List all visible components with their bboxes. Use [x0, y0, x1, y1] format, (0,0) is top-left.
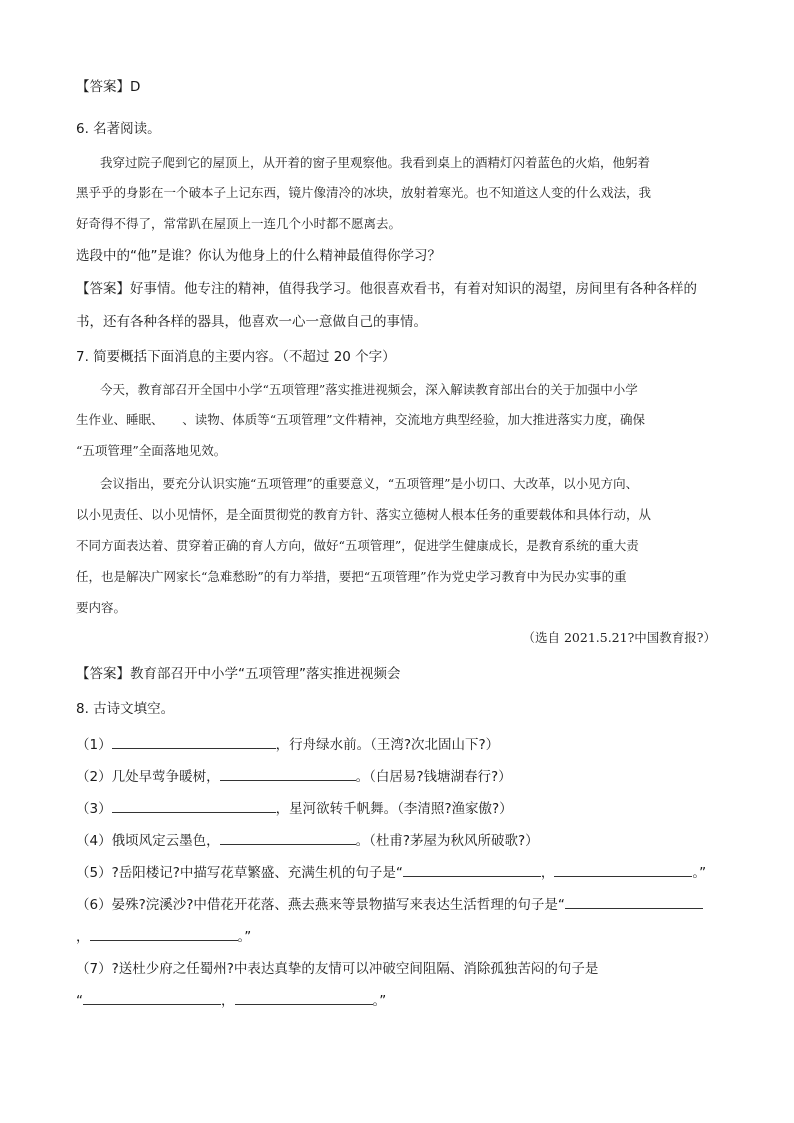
item-text: 。”	[372, 993, 387, 1009]
fill-item	[76, 893, 703, 913]
passage-line: 以小见责任、以小见情怀，是全面贯彻党的教育方针、落实立德树人根本任务的重要载体和具体行动，从	[76, 507, 652, 522]
fill-item	[76, 957, 598, 977]
answer-tag: 【答案】	[76, 666, 130, 682]
fill-item	[76, 861, 706, 881]
passage-line: 我穿过院子爬到它的屋顶上，从开着的窗子里观察他。我看到桌上的酒精灯闪着蓝色的火焰，他躬着	[100, 155, 651, 170]
answer-text: 书，还有各种各样的器具，他喜欢一心一意做自己的事情。	[76, 314, 427, 330]
answer-blank[interactable]	[554, 862, 692, 877]
answer-tag: 【答案】	[76, 79, 130, 95]
answer-blank[interactable]	[83, 990, 221, 1005]
item-text: 。”	[237, 929, 252, 945]
item-text: ，星河欲转千帆舞。（李清照?渔家傲?）	[275, 801, 513, 817]
item-text: “	[76, 993, 83, 1009]
answer-blank[interactable]	[112, 734, 276, 749]
answer-blank[interactable]	[565, 894, 703, 909]
item-number: （3）	[76, 801, 112, 817]
item-text: 。”	[692, 865, 707, 881]
question-title: 6. 名著阅读。	[76, 121, 161, 137]
item-text: 。（杜甫?茅屋为秋风所破歌?）	[355, 833, 539, 849]
item-text: ，	[221, 993, 235, 1009]
fill-item	[76, 925, 251, 945]
item-number: （4）	[76, 833, 112, 849]
answer-tag: 【答案】	[76, 281, 130, 297]
item-text: ，	[76, 929, 90, 945]
item-text: （6）晏殊?浣溪沙?中借花开花落、燕去燕来等景物描写来表达生活哲理的句子是“	[76, 897, 565, 913]
passage-line: 生作业、睡眠、 、读物、体质等“五项管理”文件精神，交流地方典型经验，加大推进落实力度，确保	[76, 412, 646, 427]
item-number: （2）	[76, 769, 112, 785]
fill-item	[76, 765, 512, 785]
question-title: 8. 古诗文填空。	[76, 701, 175, 717]
passage-line: 要内容。	[76, 600, 127, 615]
answer-text: D	[130, 79, 141, 95]
item-text: （5）?岳阳楼记?中描写花草繁盛、充满生机的句子是“	[76, 865, 403, 881]
answer-blank[interactable]	[220, 830, 356, 845]
passage-line: 任，也是解决广网家长“急难愁盼”的有力举措，要把“五项管理”作为党史学习教育中为民办实事的重	[76, 569, 627, 584]
answer-line	[76, 75, 140, 95]
item-text: ，	[540, 865, 555, 881]
passage-line: 今天，教育部召开全国中小学“五项管理”落实推进视频会，深入解读教育部出台的关于加强中小学	[100, 382, 638, 397]
fill-item	[76, 733, 499, 753]
answer-text: 教育部召开中小学“五项管理”落实推进视频会	[130, 666, 401, 682]
item-text: （7）?送杜少府之任蜀州?中表达真挚的友情可以冲破空间阻隔、消除孤独苦闷的句子是	[76, 961, 599, 977]
answer-blank[interactable]	[235, 990, 373, 1005]
item-text: 几处早莺争暖树，	[111, 769, 220, 785]
answer-line	[76, 277, 697, 297]
question-title: 7. 简要概括下面消息的主要内容。（不超过 20 个字）	[76, 349, 396, 365]
source-citation: （选自 2021.5.21?中国教育报?）	[522, 630, 716, 645]
fill-item	[76, 989, 386, 1009]
answer-blank[interactable]	[403, 862, 541, 877]
answer-blank[interactable]	[90, 926, 238, 941]
passage-line: “五项管理”全面落地见效。	[76, 443, 227, 458]
answer-blank[interactable]	[220, 766, 356, 781]
question-text: 选段中的“他”是谁？你认为他身上的什么精神最值得你学习？	[76, 248, 441, 264]
answer-text: 好事情。他专注的精神，值得我学习。他很喜欢看书，有着对知识的渴望，房间里有各种各样的	[130, 281, 697, 297]
passage-line: 好奇得不得了，常常趴在屋顶上一连几个小时都不愿离去。	[76, 216, 402, 231]
passage-line: 不同方面表达着、贯穿着正确的育人方向，做好“五项管理”，促进学生健康成长，是教育系统的重大责	[76, 538, 639, 553]
item-text: 。（白居易?钱塘湖春行?）	[355, 769, 512, 785]
answer-blank[interactable]	[112, 798, 276, 813]
answer-line	[76, 662, 401, 682]
item-number: （1）	[76, 737, 112, 753]
item-text: 俄顷风定云墨色，	[111, 833, 220, 849]
fill-item	[76, 797, 513, 817]
passage-line: 黑乎乎的身影在一个破本子上记东西，镜片像清冷的冰块，放射着寒光。也不知道这人变的什么戏法，我	[76, 185, 652, 200]
passage-line: 会议指出，要充分认识实施“五项管理”的重要意义，“五项管理”是小切口、大改革，以小见方向、	[100, 476, 639, 491]
item-text: ，行舟绿水前。（王湾?次北固山下?）	[275, 737, 500, 753]
fill-item	[76, 829, 539, 849]
